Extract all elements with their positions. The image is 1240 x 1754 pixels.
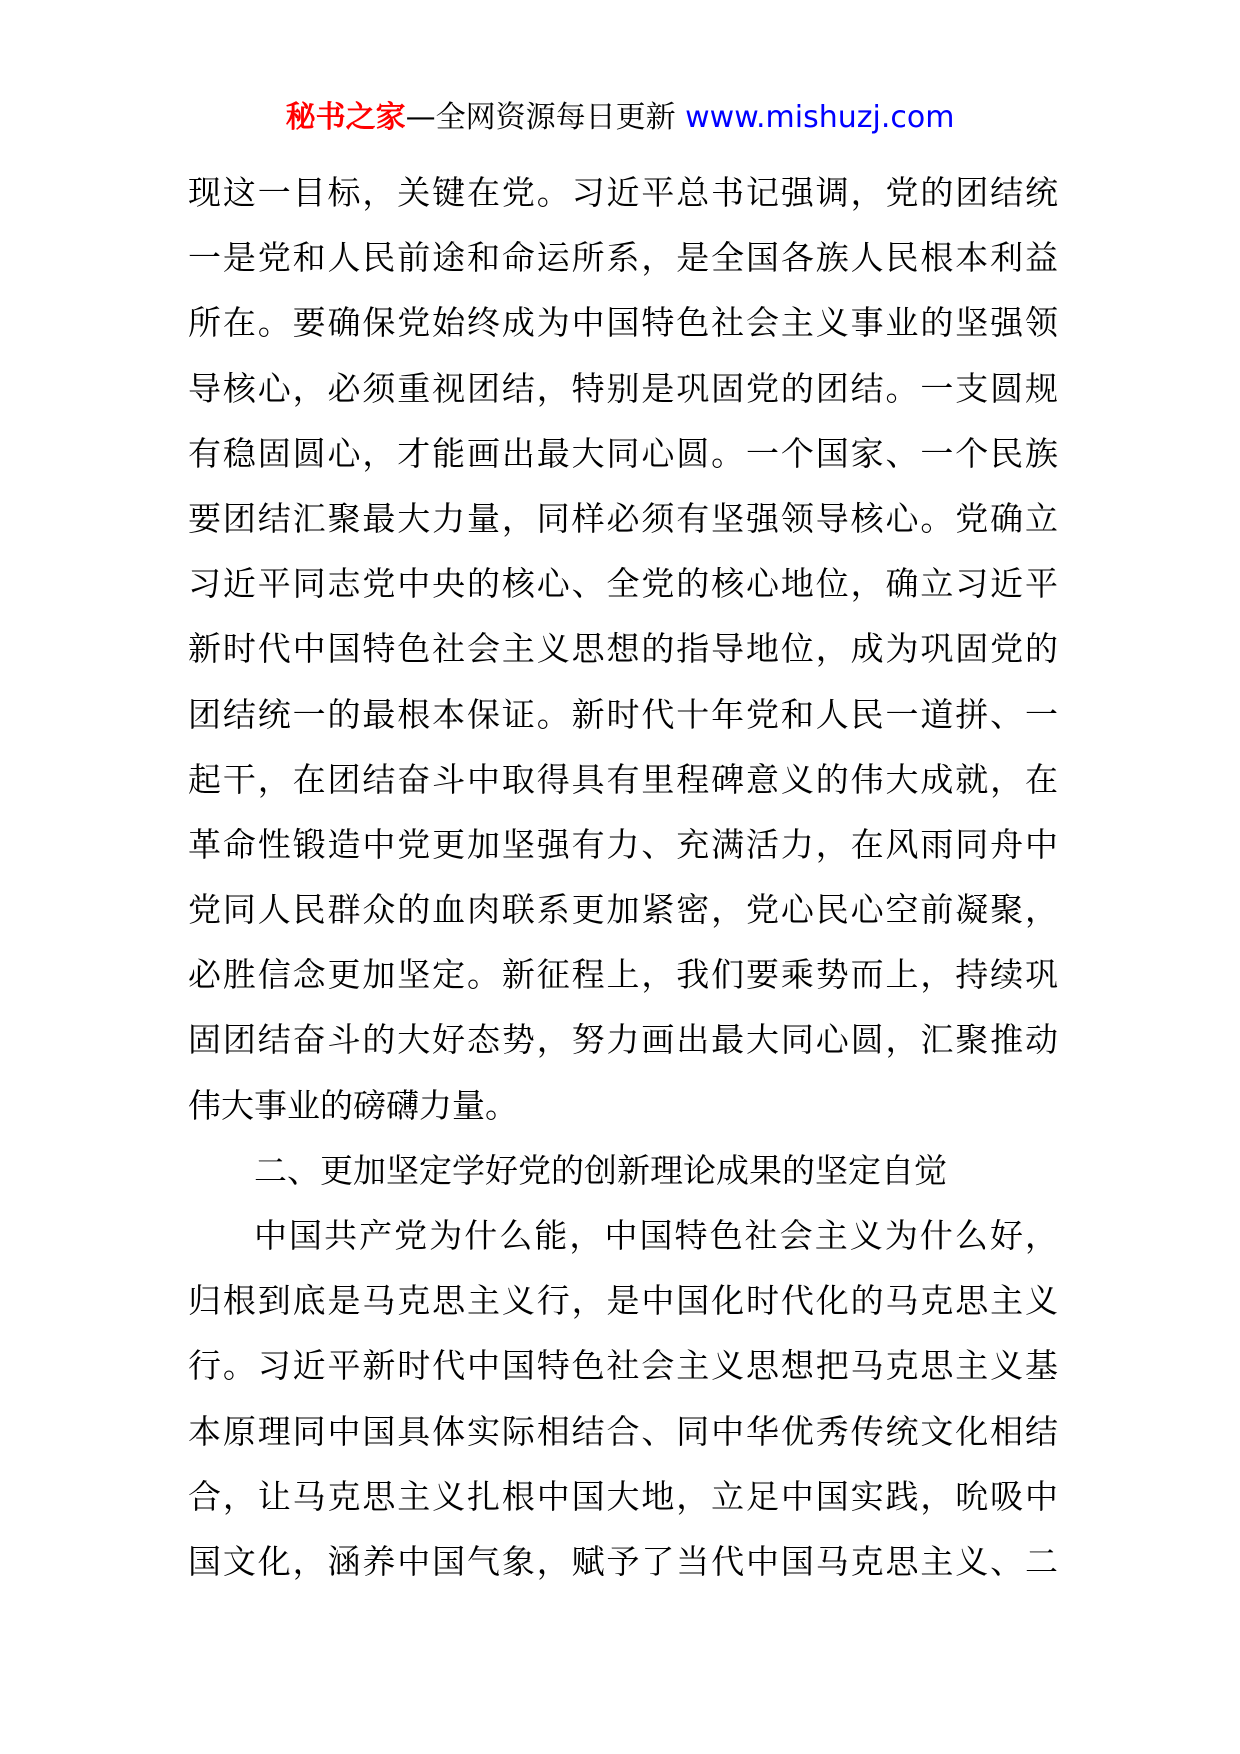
section-heading: 二、更加坚定学好党的创新理论成果的坚定自觉 — [254, 1150, 947, 1190]
text-line: 有稳固圆心，才能画出最大同心圆。一个国家、一个民族 — [188, 433, 1058, 473]
text-line: 行。习近平新时代中国特色社会主义思想把马克思主义基 — [188, 1346, 1058, 1386]
text-line: 固团结奋斗的大好态势，努力画出最大同心圆，汇聚推动 — [188, 1020, 1058, 1060]
document-body — [188, 160, 1058, 1594]
website-link[interactable]: www.mishuzj.com — [685, 100, 955, 135]
text-line: 现这一目标，关键在党。习近平总书记强调，党的团结统 — [188, 173, 1058, 212]
paragraph — [188, 1203, 1058, 1594]
header-tagline: —全网资源每日更新 — [405, 100, 676, 135]
text-line: 归根到底是马克思主义行，是中国化时代化的马克思主义 — [188, 1281, 1058, 1321]
text-line: 中国共产党为什么能，中国特色社会主义为什么好， — [254, 1216, 1058, 1255]
text-line: 必胜信念更加坚定。新征程上，我们要乘势而上，持续巩 — [188, 955, 1058, 995]
brand-name: 秘书之家 — [285, 100, 406, 135]
paragraph — [188, 160, 1058, 1138]
text-line: 新时代中国特色社会主义思想的指导地位，成为巩固党的 — [188, 629, 1058, 669]
text-line: 团结统一的最根本保证。新时代十年党和人民一道拼、一 — [188, 694, 1058, 734]
text-line: 一是党和人民前途和命运所系，是全国各族人民根本利益 — [188, 238, 1058, 278]
page-header — [0, 98, 1240, 138]
text-line: 合，让马克思主义扎根中国大地，立足中国实践，吮吸中 — [188, 1476, 1058, 1516]
text-line: 习近平同志党中央的核心、全党的核心地位，确立习近平 — [188, 564, 1058, 604]
text-line: 国文化，涵养中国气象，赋予了当代中国马克思主义、二 — [188, 1541, 1058, 1581]
text-line: 起干，在团结奋斗中取得具有里程碑意义的伟大成就，在 — [188, 759, 1058, 799]
text-line: 导核心，必须重视团结，特别是巩固党的团结。一支圆规 — [188, 368, 1058, 408]
text-line: 所在。要确保党始终成为中国特色社会主义事业的坚强领 — [188, 303, 1058, 343]
text-line: 要团结汇聚最大力量，同样必须有坚强领导核心。党确立 — [188, 498, 1058, 538]
text-line: 伟大事业的磅礴力量。 — [188, 1085, 518, 1125]
text-line: 革命性锻造中党更加坚强有力、充满活力，在风雨同舟中 — [188, 824, 1058, 864]
text-line: 本原理同中国具体实际相结合、同中华优秀传统文化相结 — [188, 1411, 1058, 1451]
text-line: 党同人民群众的血肉联系更加紧密，党心民心空前凝聚， — [188, 890, 1058, 930]
